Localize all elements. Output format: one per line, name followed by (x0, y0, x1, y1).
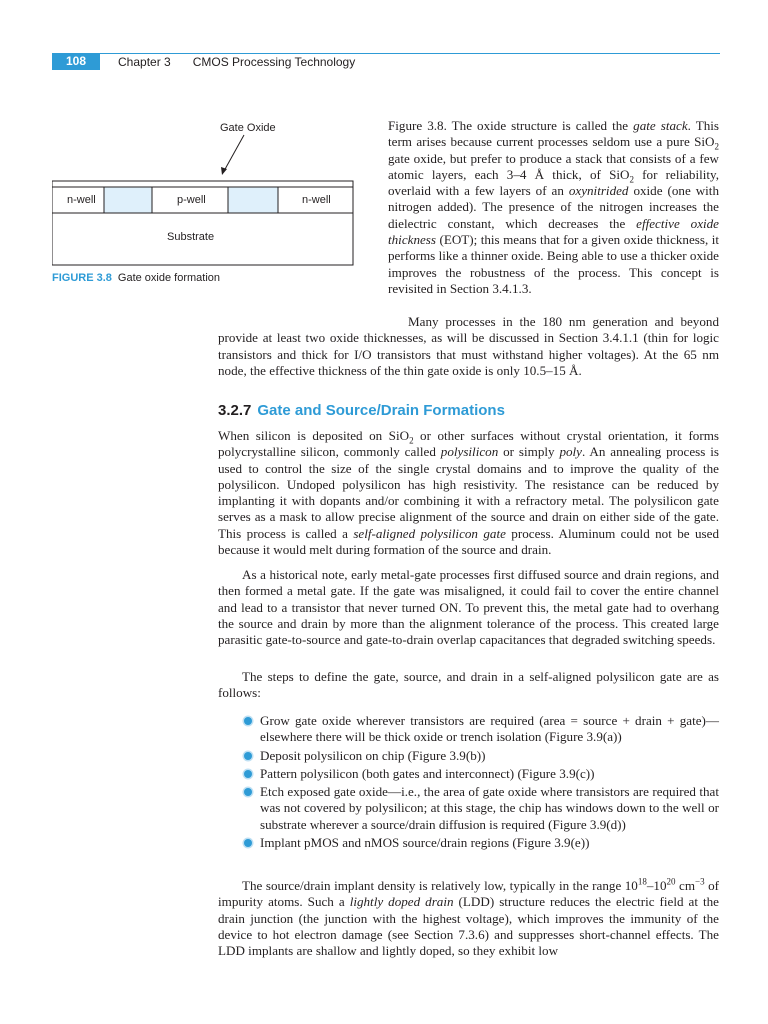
bullet-icon (244, 752, 252, 760)
ldd-paragraph: The source/drain implant density is relatively low, typically in the range $10^{18}-10^{20}$ $cm^{-3}$ of impurity atoms. Such a lightly doped drain (LDD) structure reduces the electric field at the drain junction (the junction with the highest voltage), which improves the immunity of the device to hot electron damage (see Section 7.3.6) and suppresses short-channel effects. The LDD implants are shallow and lightly doped, so they exhibit low (218, 876, 720, 959)
list-item: Pattern polysilicon (both gates and interconnect) (Figure 3.9(c)) (218, 766, 719, 782)
gate-oxide-arrow (224, 135, 244, 171)
list-item: Grow gate oxide wherever transistors are required (area = source + drain + gate)—elsewhere there will be thick oxide or trench isolation (Figure 3.9(a)) (218, 713, 719, 746)
section-title: Gate and Source/Drain Formations (257, 402, 505, 419)
figure-number: FIGURE 3.8 (52, 272, 112, 284)
chapter-label: Chapter 3 (118, 55, 171, 69)
bullet-icon (244, 788, 252, 796)
bullet-icon (244, 717, 252, 725)
running-head (118, 55, 377, 69)
figure-caption-text: Gate oxide formation (117, 272, 221, 284)
list-item: Implant pMOS and nMOS source/drain regions (Figure 3.9(e)) (218, 835, 719, 851)
active-region-right (228, 187, 278, 213)
steps-intro-paragraph: The steps to define the gate, source, and drain in a self-aligned polysilicon gate are as follows: (218, 669, 719, 701)
substrate-label: Substrate (167, 231, 215, 243)
right-well-label: n-well (302, 194, 331, 206)
left-well-label: n-well (67, 194, 96, 206)
figure-caption (52, 272, 220, 284)
page-header (52, 53, 720, 71)
bullet-icon (244, 839, 252, 847)
bullet-icon (244, 770, 252, 778)
gate-oxide-layer (52, 181, 353, 187)
center-well-label: p-well (177, 194, 206, 206)
section-heading (218, 402, 505, 419)
polysilicon-paragraph: When silicon is deposited on SiO$_2$ or other surfaces without crystal orientation, it forms polycrystalline silicon, commonly called polysilicon or simply poly. An annealing process is used to control the size of the single crystal domains and to improve the quality of the polysilicon. Undoped polysilicon has high resistivity. The resistance can be reduced by implanting it with dopants and/or combining it with a refractory metal. The polysilicon gate serves as a mask to allow precise alignment of the source and drain on either side of the gate. This process is called a self-aligned polysilicon gate process. Aluminum could not be used because it would melt during formation of the source and drain. (218, 428, 720, 558)
active-region-left (104, 187, 152, 213)
chapter-title: CMOS Processing Technology (192, 55, 356, 69)
list-item: Etch exposed gate oxide—i.e., the area of gate oxide where transistors are required that was not covered by polysilicon; at this stage, the chip has windows down to the well or substrate wherever a source/drain diffusion is required (Figure 3.9(d)) (218, 784, 719, 833)
steps-list (218, 713, 719, 853)
section-number: 3.2.7 (218, 402, 252, 419)
historical-note-paragraph: As a historical note, early metal-gate processes first diffused source and drain regions, and then formed a metal gate. If the gate was misaligned, it could fail to cover the entire channel and lead to a transistor that never turned ON. To prevent this, the metal gate had to overhang the source and drain by more than the alignment tolerance of the process. This created large parasitic gate-to-source and gate-to-drain overlap capacitances that degraded switching speeds. (218, 567, 719, 648)
figure-discussion-paragraph: Figure 3.8. The oxide structure is called the gate stack. This term arises because current processes seldom use a pure SiO$_2$ gate oxide, but prefer to produce a stack that consists of a few atomic layers, each 3–4 Å thick, of SiO$_2$ for reliability, overlaid with a few layers of an oxynitrided oxide (one with nitrogen added). The presence of the nitrogen increases the dielectric constant, which decreases the effective oxide thickness (EOT); this means that for a given oxide thickness, it performs like a thinner oxide. Being able to use a thicker oxide improves the robustness of the process. This concept is revisited in Section 3.4.1.3. (388, 118, 719, 296)
oxide-thickness-paragraph: Many processes in the 180 nm generation and beyond provide at least two oxide thicknesses, as will be discussed in Section 3.4.1.1 (thin for logic transistors and thick for I/O transistors that must withstand higher voltages). At the 65 nm node, the effective thickness of the thin gate oxide is only 10.5–15 Å. (218, 314, 719, 378)
page-number: 108 (52, 53, 100, 70)
figure-gate-oxide (52, 115, 357, 285)
gate-oxide-label: Gate Oxide (220, 122, 276, 134)
list-item: Deposit polysilicon on chip (Figure 3.9(b)) (218, 748, 719, 764)
